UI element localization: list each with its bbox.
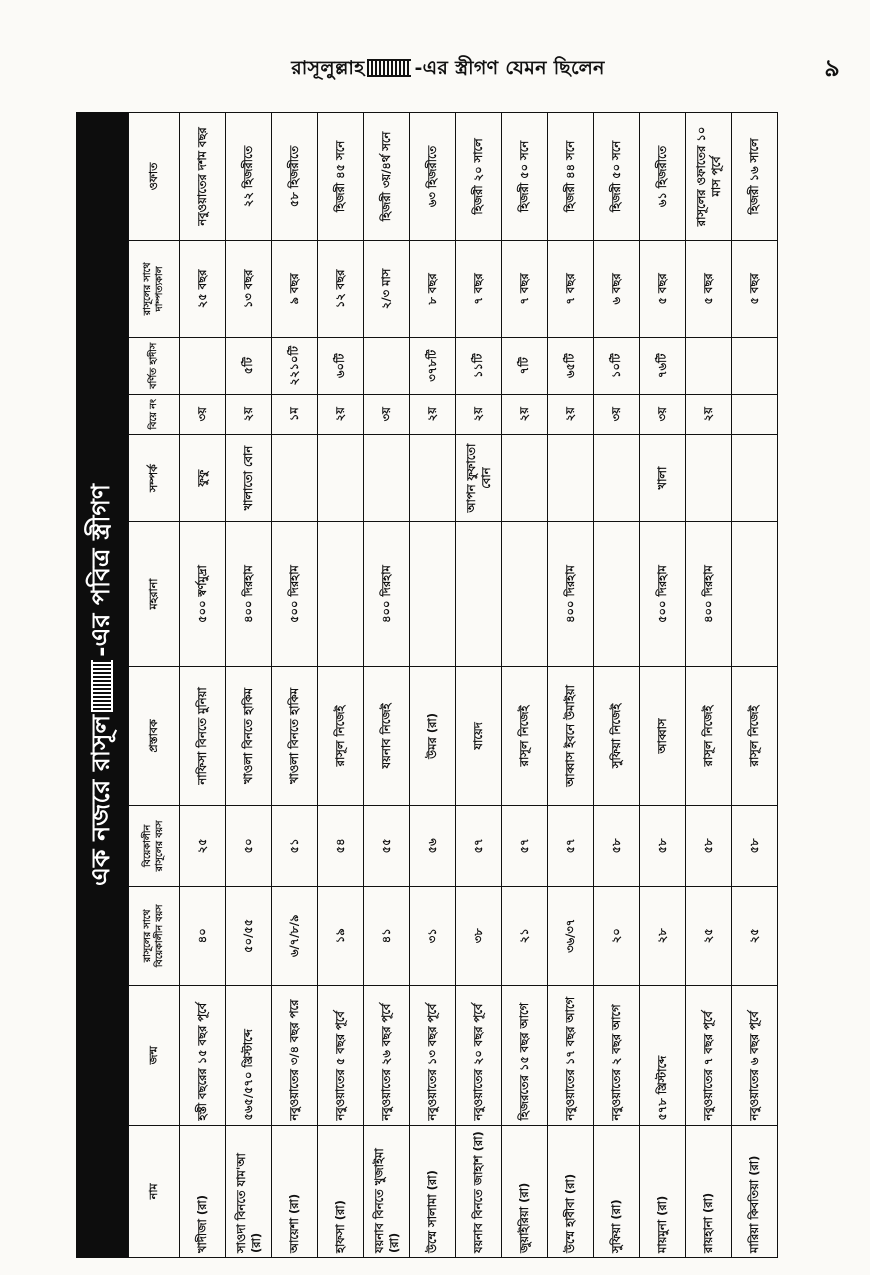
running-head xyxy=(0,0,870,110)
col-header-married-life: রাসূলের সাথে দাম্পত্যকাল xyxy=(129,240,180,337)
cell-marriage-number: ২য় xyxy=(318,394,364,434)
cell-marriage-number: ৩য় xyxy=(180,394,226,434)
page-number: ৯ xyxy=(824,53,840,82)
cell-married-life: ৫ বছর xyxy=(640,240,686,337)
cell-married-life: ৭ বছর xyxy=(502,240,548,337)
table-row xyxy=(502,113,548,1258)
running-title-part1: রাসূলুল্লাহ xyxy=(291,57,365,79)
cell-age-at-marriage: ২১ xyxy=(502,886,548,985)
cell-birth: নবুওয়াতের ৭ বছর পূর্বে xyxy=(686,985,732,1125)
cell-dowry: ৪০০ দিরহাম xyxy=(364,522,410,666)
cell-dowry xyxy=(456,522,502,666)
cell-dowry: ৪০০ দিরহাম xyxy=(226,522,272,666)
cell-married-life: ২৫ বছর xyxy=(180,240,226,337)
cell-name: উম্মে হাবীবা (রা) xyxy=(548,1125,594,1257)
cell-hadith-count: ৫টি xyxy=(226,337,272,394)
cell-death: নবুওয়াতের দশম বছর xyxy=(180,113,226,241)
col-header-dowry: মহরানা xyxy=(129,522,180,666)
cell-age-at-marriage: ৪০ xyxy=(180,886,226,985)
cell-death: হিজরী ৩য়/৪র্থ সনে xyxy=(364,113,410,241)
cell-hadith-count: ৩৭৮টি xyxy=(410,337,456,394)
cell-relation: খালাতো বোন xyxy=(226,434,272,522)
cell-hadith-count: ১১টি xyxy=(456,337,502,394)
cell-proposer: নাফিসা বিনতে মুনিয়া xyxy=(180,666,226,806)
cell-marriage-number xyxy=(732,394,778,434)
cell-married-life: ৯ বছর xyxy=(272,240,318,337)
cell-relation: খালা xyxy=(640,434,686,522)
table-row xyxy=(318,113,364,1258)
banner-part1: এক নজরে রাসূল xyxy=(85,714,115,886)
col-header-relation: সম্পর্ক xyxy=(129,434,180,522)
cell-relation xyxy=(272,434,318,522)
cell-proposer: যায়েদ xyxy=(456,666,502,806)
banner-part2: -এর পবিত্র স্ত্রীগণ xyxy=(85,484,115,657)
cell-dowry: ৫০০ দিরহাম xyxy=(272,522,318,666)
cell-proposer: রাসূল নিজেই xyxy=(502,666,548,806)
cell-name: সাওদা বিনতে যাম'আ (রা) xyxy=(226,1125,272,1257)
cell-relation xyxy=(318,434,364,522)
cell-name: মায়মুনা (রা) xyxy=(640,1125,686,1257)
cell-age-at-marriage: ৩১ xyxy=(410,886,456,985)
table-row xyxy=(594,113,640,1258)
cell-name: হাফসা (রা) xyxy=(318,1125,364,1257)
cell-married-life: ৭ বছর xyxy=(548,240,594,337)
cell-death: রাসূলের ওফাতের ১০ মাস পূর্বে xyxy=(686,113,732,241)
cell-birth: নবুওয়াতের ২০ বছর পূর্বে xyxy=(456,985,502,1125)
cell-relation xyxy=(594,434,640,522)
cell-age-at-marriage: ২০ xyxy=(594,886,640,985)
cell-birth: নবুওয়াতের ২ বছর আগে xyxy=(594,985,640,1125)
cell-married-life: ৮ বছর xyxy=(410,240,456,337)
cell-death: হিজরী ২০ সালে xyxy=(456,113,502,241)
cell-hadith-count xyxy=(180,337,226,394)
cell-dowry xyxy=(410,522,456,666)
cell-dowry xyxy=(594,522,640,666)
col-header-proposer: প্রস্তাবক xyxy=(129,666,180,806)
table-row xyxy=(364,113,410,1258)
cell-marriage-number: ২য় xyxy=(502,394,548,434)
cell-prophet-age: ৫০ xyxy=(226,806,272,886)
cell-hadith-count: ৭টি xyxy=(502,337,548,394)
cell-name: আয়েশা (রা) xyxy=(272,1125,318,1257)
running-title-part2: -এর স্ত্রীগণ যেমন ছিলেন xyxy=(414,57,605,79)
cell-death: ৬১ হিজরীতে xyxy=(640,113,686,241)
cell-age-at-marriage: ১৯ xyxy=(318,886,364,985)
cell-dowry xyxy=(502,522,548,666)
table-row xyxy=(456,113,502,1258)
cell-death: হিজরী ৫০ সনে xyxy=(502,113,548,241)
cell-birth: নবুওয়াতের ৫ বছর পূর্বে xyxy=(318,985,364,1125)
cell-death: ৫৮ হিজরীতে xyxy=(272,113,318,241)
cell-marriage-number: ২য় xyxy=(410,394,456,434)
cell-name: জুয়াইরিয়া (রা) xyxy=(502,1125,548,1257)
cell-relation xyxy=(364,434,410,522)
cell-age-at-marriage: ৩৬/৩৭ xyxy=(548,886,594,985)
cell-relation xyxy=(686,434,732,522)
cell-proposer: আব্বাস xyxy=(640,666,686,806)
cell-proposer: সুফিয়া নিজেই xyxy=(594,666,640,806)
cell-married-life: ৫ বছর xyxy=(732,240,778,337)
cell-name: খাদীজা (রা) xyxy=(180,1125,226,1257)
cell-marriage-number: ২য় xyxy=(686,394,732,434)
salutation-seal-icon xyxy=(91,660,113,712)
cell-proposer: রাসূল নিজেই xyxy=(318,666,364,806)
cell-prophet-age: ৫১ xyxy=(272,806,318,886)
cell-prophet-age: ২৫ xyxy=(180,806,226,886)
col-header-prophet-age: বিয়েকালীন রাসূলের বয়স xyxy=(129,806,180,886)
cell-marriage-number: ১ম xyxy=(272,394,318,434)
cell-prophet-age: ৫৭ xyxy=(548,806,594,886)
cell-relation xyxy=(502,434,548,522)
cell-prophet-age: ৫৮ xyxy=(594,806,640,886)
col-header-age-at-marriage: রাসূলের সাথে বিয়েকালীন বয়স xyxy=(129,886,180,985)
cell-married-life: ৬ বছর xyxy=(594,240,640,337)
salutation-seal-icon xyxy=(367,59,411,77)
cell-marriage-number: ৩য় xyxy=(594,394,640,434)
cell-name: সুফিয়া (রা) xyxy=(594,1125,640,1257)
cell-prophet-age: ৫৭ xyxy=(502,806,548,886)
cell-name: রায়হানা (রা) xyxy=(686,1125,732,1257)
cell-death: ২২ হিজরীতে xyxy=(226,113,272,241)
table-row xyxy=(686,113,732,1258)
cell-prophet-age: ৫৪ xyxy=(318,806,364,886)
cell-hadith-count: ৬০টি xyxy=(318,337,364,394)
cell-birth: নবুওয়াতের ১৩ বছর পূর্বে xyxy=(410,985,456,1125)
cell-age-at-marriage: ২৫ xyxy=(732,886,778,985)
cell-proposer: আব্বাস ইবনে উমাইয়া xyxy=(548,666,594,806)
cell-birth: নবুওয়াতের ৩/৪ বছর পরে xyxy=(272,985,318,1125)
cell-hadith-count xyxy=(732,337,778,394)
col-header-birth: জন্ম xyxy=(129,985,180,1125)
cell-relation xyxy=(548,434,594,522)
col-header-name: নাম xyxy=(129,1125,180,1257)
rotated-table-sheet xyxy=(76,112,796,1258)
cell-dowry: ৪০০ দিরহাম xyxy=(686,522,732,666)
cell-birth: ৫৭৮ খ্রিস্টাব্দে xyxy=(640,985,686,1125)
cell-proposer: রাসূল নিজেই xyxy=(686,666,732,806)
table-row xyxy=(732,113,778,1258)
cell-prophet-age: ৫৬ xyxy=(410,806,456,886)
cell-birth: হস্তী বছরের ১৫ বছর পূর্বে xyxy=(180,985,226,1125)
cell-married-life: ১২ বছর xyxy=(318,240,364,337)
cell-age-at-marriage: ৩৮ xyxy=(456,886,502,985)
cell-death: হিজরী ৪৪ সনে xyxy=(548,113,594,241)
cell-proposer: খাওলা বিনতে হাকিম xyxy=(272,666,318,806)
cell-marriage-number: ২য় xyxy=(548,394,594,434)
cell-prophet-age: ৫৫ xyxy=(364,806,410,886)
cell-age-at-marriage: ২৫ xyxy=(686,886,732,985)
cell-birth: হিজরতের ১৫ বছর আগে xyxy=(502,985,548,1125)
cell-relation: আপন ফুফাতো বোন xyxy=(456,434,502,522)
cell-name: উম্মে সালামা (রা) xyxy=(410,1125,456,1257)
cell-dowry: ৫০০ স্বর্ণমুদ্রা xyxy=(180,522,226,666)
cell-marriage-number: ২য় xyxy=(226,394,272,434)
cell-prophet-age: ৫৮ xyxy=(640,806,686,886)
cell-dowry xyxy=(732,522,778,666)
cell-proposer: যয়নাব নিজেই xyxy=(364,666,410,806)
cell-birth: নবুওয়াতের ৬ বছর পূর্বে xyxy=(732,985,778,1125)
table-row xyxy=(180,113,226,1258)
table-row xyxy=(640,113,686,1258)
cell-prophet-age: ৫৭ xyxy=(456,806,502,886)
cell-hadith-count xyxy=(364,337,410,394)
running-title xyxy=(238,54,658,86)
cell-marriage-number: ৩য় xyxy=(364,394,410,434)
table-row xyxy=(548,113,594,1258)
table-banner xyxy=(76,112,128,1258)
wives-table xyxy=(128,112,778,1258)
cell-married-life: ১৩ বছর xyxy=(226,240,272,337)
cell-married-life: ২/৩ মাস xyxy=(364,240,410,337)
cell-dowry: ৪০০ দিরহাম xyxy=(548,522,594,666)
cell-hadith-count: ১০টি xyxy=(594,337,640,394)
header-row xyxy=(129,113,180,1258)
cell-name: মারিয়া কিবতিয়া (রা) xyxy=(732,1125,778,1257)
cell-death: হিজরী ৫০ সনে xyxy=(594,113,640,241)
cell-age-at-marriage: ২৮ xyxy=(640,886,686,985)
cell-hadith-count: ৭৬টি xyxy=(640,337,686,394)
cell-birth: নবুওয়াতের ১৭ বছর আগে xyxy=(548,985,594,1125)
table-row xyxy=(410,113,456,1258)
cell-birth: নবুওয়াতের ২৬ বছর পূর্বে xyxy=(364,985,410,1125)
cell-dowry: ৫০০ দিরহাম xyxy=(640,522,686,666)
cell-marriage-number: ২য় xyxy=(456,394,502,434)
cell-death: ৬৩ হিজরীতে xyxy=(410,113,456,241)
cell-age-at-marriage: ৬/৭/৮/৯ xyxy=(272,886,318,985)
table-row xyxy=(272,113,318,1258)
cell-relation xyxy=(732,434,778,522)
cell-prophet-age: ৫৮ xyxy=(732,806,778,886)
cell-prophet-age: ৫৮ xyxy=(686,806,732,886)
cell-hadith-count: ২২১০টি xyxy=(272,337,318,394)
cell-marriage-number: ৩য় xyxy=(640,394,686,434)
cell-age-at-marriage: ৪১ xyxy=(364,886,410,985)
cell-married-life: ৭ বছর xyxy=(456,240,502,337)
table-body xyxy=(180,113,778,1258)
cell-age-at-marriage: ৫০/৫৫ xyxy=(226,886,272,985)
cell-death: হিজরী ১৬ সালে xyxy=(732,113,778,241)
cell-death: হিজরী ৪৫ সনে xyxy=(318,113,364,241)
cell-relation xyxy=(410,434,456,522)
cell-name: যয়নাব বিনতে খুজাইমা (রা) xyxy=(364,1125,410,1257)
col-header-marriage-number: বিয়ে নং xyxy=(129,394,180,434)
table-row xyxy=(226,113,272,1258)
cell-proposer: খাওলা বিনতে হাকিম xyxy=(226,666,272,806)
cell-proposer: উমর (রা) xyxy=(410,666,456,806)
cell-dowry xyxy=(318,522,364,666)
col-header-death: ওফাত xyxy=(129,113,180,241)
cell-birth: ৫৬৫/৫৭০ খ্রিস্টাব্দে xyxy=(226,985,272,1125)
cell-hadith-count xyxy=(686,337,732,394)
col-header-hadith-count: বর্ণিত হাদীস xyxy=(129,337,180,394)
cell-name: যয়নাব বিনতে জাহাশ (রা) xyxy=(456,1125,502,1257)
cell-hadith-count: ৬৫টি xyxy=(548,337,594,394)
cell-relation: ফুফু xyxy=(180,434,226,522)
cell-married-life: ৫ বছর xyxy=(686,240,732,337)
cell-proposer: রাসূল নিজেই xyxy=(732,666,778,806)
